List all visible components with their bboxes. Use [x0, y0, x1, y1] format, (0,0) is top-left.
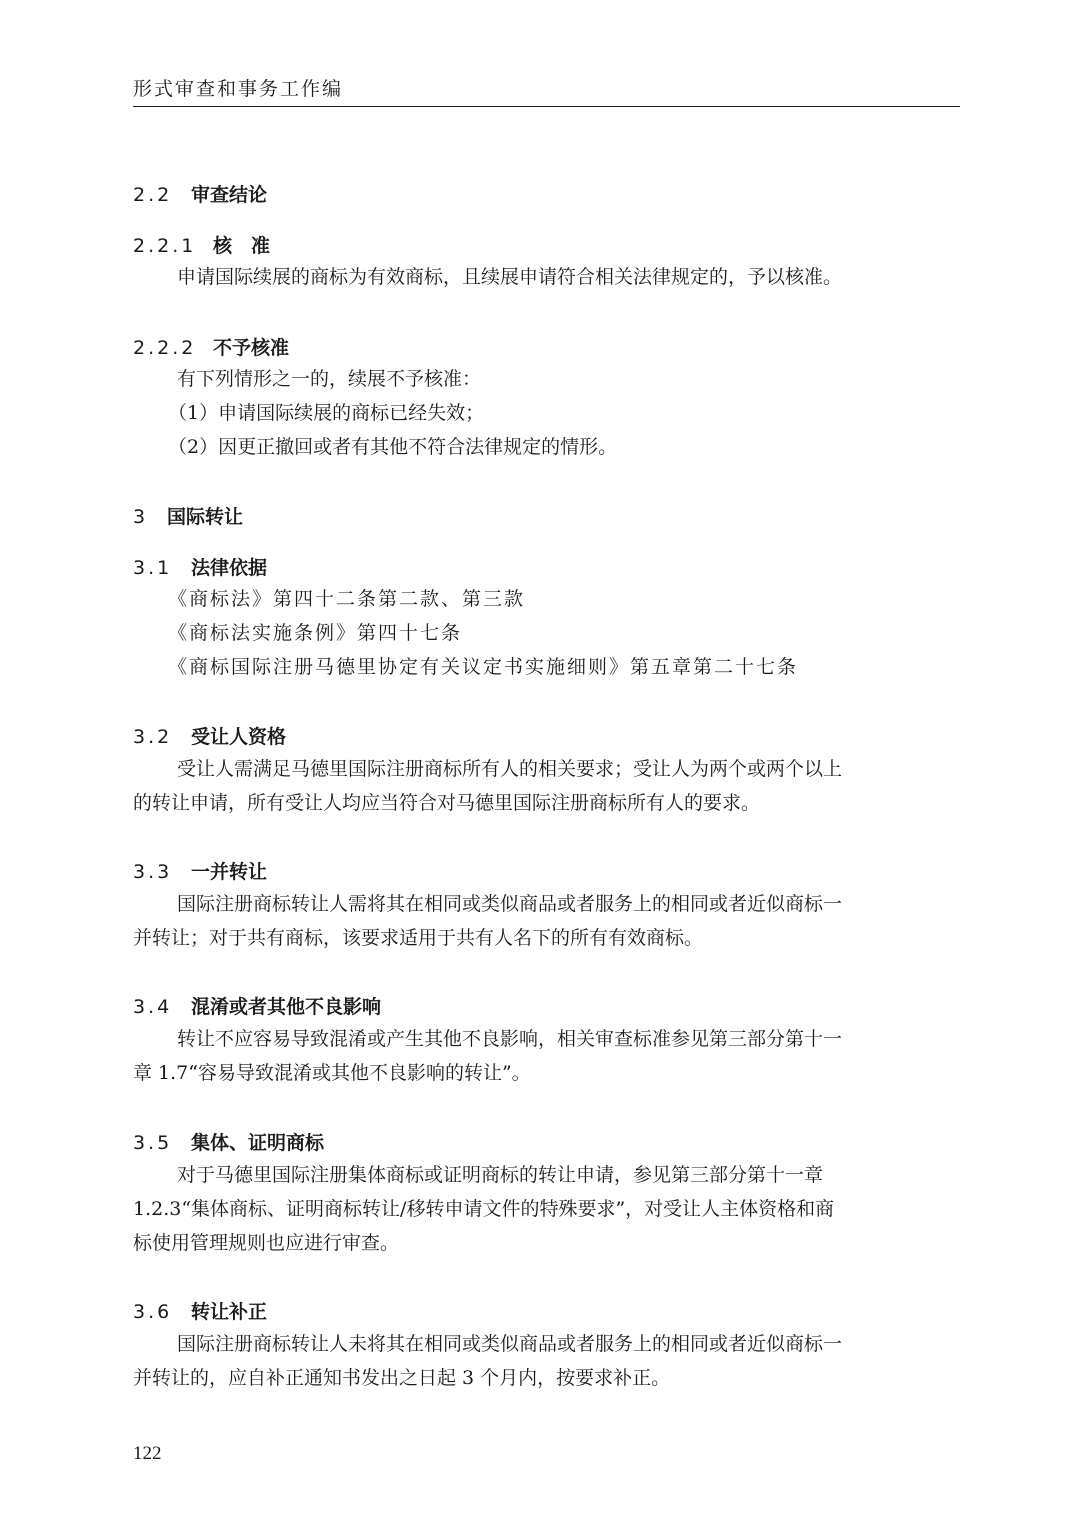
paragraph-line: 并转让的，应自补正通知书发出之日起 3 个月内，按要求补正。: [133, 1367, 671, 1389]
heading-title: 不予核准: [213, 337, 290, 359]
paragraph-line: 对于马德里国际注册集体商标或证明商标的转让申请，参见第三部分第十一章: [177, 1164, 824, 1186]
paragraph: 申请国际续展的商标为有效商标，且续展申请符合相关法律规定的，予以核准。: [177, 266, 843, 288]
heading-number: 2.2: [133, 184, 173, 206]
paragraph-line: 1.2.3“集体商标、证明商标转让/移转申请文件的特殊要求”，对受让人主体资格和商: [133, 1198, 835, 1220]
heading-title: 国际转让: [167, 506, 244, 528]
list-item: （1）申请国际续展的商标已经失效；: [168, 402, 485, 424]
law-citation: 《商标法实施条例》第四十七条: [168, 622, 463, 644]
heading-3-6: [133, 1297, 267, 1324]
heading-number: 3.3: [133, 861, 173, 883]
heading-3-2: [133, 722, 286, 749]
page-number: 122: [133, 1443, 162, 1464]
paragraph-line: 国际注册商标转让人需将其在相同或类似商品或者服务上的相同或者近似商标一: [177, 893, 843, 915]
heading-number: 3.1: [133, 557, 173, 579]
heading-number: 3.2: [133, 726, 173, 748]
list-item: （2）因更正撤回或者有其他不符合法律规定的情形。: [168, 436, 618, 458]
heading-title: 转让补正: [191, 1301, 268, 1323]
header-rule: [133, 106, 960, 107]
heading-title: 一并转让: [191, 861, 268, 883]
heading-number: 3.5: [133, 1132, 173, 1154]
heading-number: 3.4: [133, 996, 173, 1018]
paragraph-line: 受让人需满足马德里国际注册商标所有人的相关要求；受让人为两个或两个以上: [177, 758, 843, 780]
heading-title: 集体、证明商标: [191, 1132, 325, 1154]
heading-3-4: [133, 992, 381, 1019]
paragraph-line: 转让不应容易导致混淆或产生其他不良影响，相关审查标准参见第三部分第十一: [177, 1028, 843, 1050]
heading-title: 核 准: [213, 235, 271, 257]
law-citation: 《商标法》第四十二条第二款、第三款: [168, 588, 526, 610]
running-header: 形式审查和事务工作编: [133, 78, 344, 100]
heading-title: 受让人资格: [191, 726, 287, 748]
law-citation: 《商标国际注册马德里协定有关议定书实施细则》第五章第二十七条: [168, 656, 799, 678]
paragraph-line: 并转让；对于共有商标，该要求适用于共有人名下的所有有效商标。: [133, 927, 704, 949]
paragraph-line: 标使用管理规则也应进行审查。: [133, 1232, 400, 1254]
heading-2-2: [133, 180, 267, 207]
paragraph-line: 的转让申请，所有受让人均应当符合对马德里国际注册商标所有人的要求。: [133, 792, 761, 814]
heading-number: 3: [133, 506, 149, 528]
heading-title: 混淆或者其他不良影响: [191, 996, 382, 1018]
heading-2-2-1: [133, 231, 270, 258]
heading-3-1: [133, 553, 267, 580]
heading-number: 2.2.1: [133, 235, 197, 257]
heading-3-5: [133, 1128, 324, 1155]
heading-title: 法律依据: [191, 557, 268, 579]
paragraph: 有下列情形之一的，续展不予核准：: [177, 368, 482, 390]
heading-title: 审查结论: [191, 184, 268, 206]
paragraph-line: 章 1.7“容易导致混淆或其他不良影响的转让”。: [133, 1062, 531, 1084]
paragraph-line: 国际注册商标转让人未将其在相同或类似商品或者服务上的相同或者近似商标一: [177, 1333, 843, 1355]
heading-number: 2.2.2: [133, 337, 197, 359]
heading-3: [133, 502, 243, 529]
heading-number: 3.6: [133, 1301, 173, 1323]
heading-3-3: [133, 857, 267, 884]
heading-2-2-2: [133, 333, 289, 360]
